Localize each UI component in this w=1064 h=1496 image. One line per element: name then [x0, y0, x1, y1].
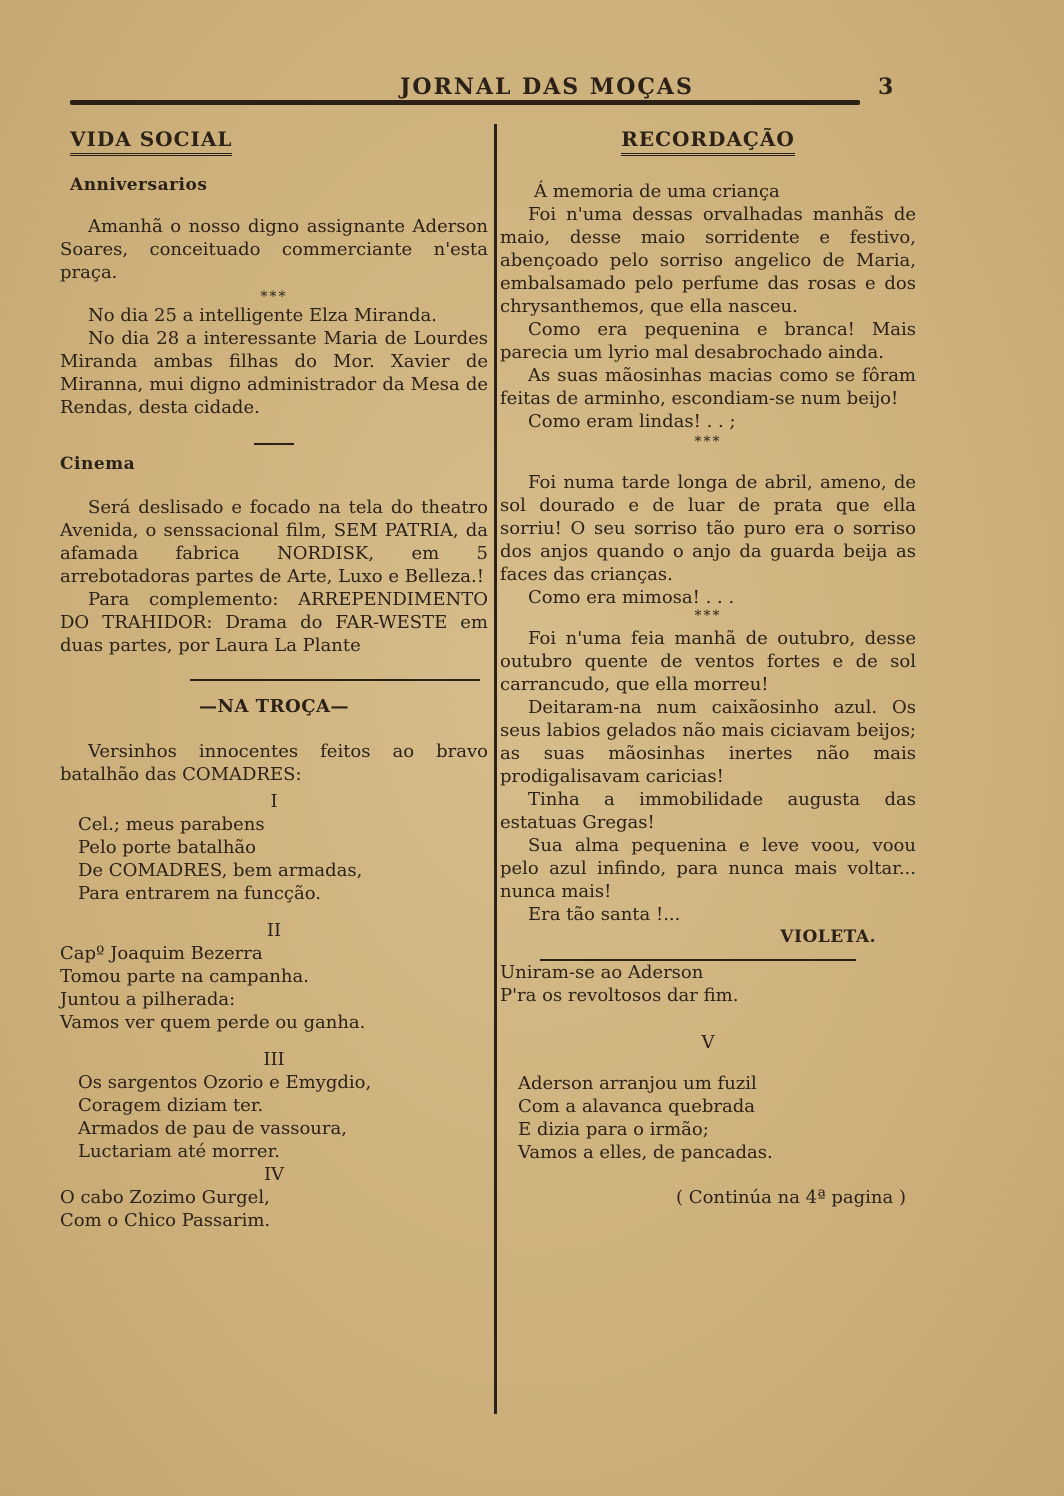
verse-line: Coragem diziam ter.	[78, 1095, 264, 1116]
verse-line: Uniram-se ao Aderson	[500, 962, 704, 983]
verse-line: Com o Chico Passarim.	[60, 1210, 271, 1231]
recordacao-title: RECORDAÇÃO	[621, 128, 795, 156]
verse-line: Armados de pau de vassoura,	[78, 1118, 347, 1139]
recordacao-paragraph-4: Como eram lindas! . . ;	[528, 411, 736, 432]
verse-line: P'ra os revoltosos dar fim.	[500, 985, 739, 1006]
recordacao-paragraph-9: Tinha a immobilidade augusta das estatuas Gregas!	[500, 789, 916, 833]
masthead-rule	[70, 100, 860, 105]
cinema-paragraph-1: Será deslisado e focado na tela do theatro Avenida, o senssacional film, SEM PATRIA, da afamada fabrica NORDISK, em 5 arrebotadoras partes de Arte, Luxo e Belleza.!	[60, 497, 488, 587]
verse-line: Tomou parte na campanha.	[60, 966, 309, 987]
separator-stars: ***	[260, 289, 288, 305]
cinema-paragraph-2: Para complemento: ARREPENDIMENTO DO TRAHIDOR: Drama do FAR-WESTE em duas partes, por Laura La Plante	[60, 589, 488, 656]
recordacao-paragraph-5: Foi numa tarde longa de abril, ameno, de sol dourado e de luar de prata que ella sorriu! O seu sorriso tão puro era o sorriso dos anjos quando o anjo da guarda beija as faces das crianças.	[500, 472, 916, 585]
masthead	[70, 74, 930, 104]
stanza-5	[500, 1031, 916, 1164]
recordacao-paragraph-6: Como era mimosa! . . .	[528, 587, 735, 608]
stanza-4	[60, 1163, 488, 1232]
recordacao-paragraph-1: Foi n'uma dessas orvalhadas manhãs de maio, desse maio sorridente e festivo, abençoado pelo sorriso angelico de Maria, embalsamado pelo perfume das rosas e dos chrysanthemos, que ella nasceu.	[500, 204, 916, 317]
verse-line: Para entrarem na funcção.	[78, 883, 321, 904]
stanza-number: V	[701, 1032, 715, 1053]
verse-line: De COMADRES, bem armadas,	[78, 860, 363, 881]
verse-line: Aderson arranjou um fuzil	[518, 1073, 757, 1094]
verse-line: Os sargentos Ozorio e Emygdio,	[78, 1072, 372, 1093]
verse-line: Cel.; meus parabens	[78, 814, 265, 835]
troca-heading: —NA TROÇA—	[198, 696, 349, 717]
recordacao-paragraph-3: As suas mãosinhas macias como se fôram feitas de arminho, escondiam-se num beijo!	[500, 365, 916, 409]
stanza-2	[60, 919, 488, 1034]
verse-line: Pelo porte batalhão	[78, 837, 256, 858]
short-divider	[254, 443, 294, 445]
continuation-note: ( Continúa na 4ª pagina )	[676, 1187, 906, 1208]
stanza-number: IV	[263, 1164, 285, 1185]
aniversarios-paragraph-1: Amanhã o nosso digno assignante Aderson Soares, conceituado commerciante n'esta praça.	[60, 216, 488, 283]
stanza-number: I	[270, 791, 278, 812]
separator-stars: ***	[694, 434, 722, 450]
recordacao-paragraph-11: Era tão santa !...	[528, 904, 681, 925]
stanza-number: III	[263, 1049, 285, 1070]
stanza-1	[60, 790, 488, 905]
verse-line: O cabo Zozimo Gurgel,	[60, 1187, 270, 1208]
aniversarios-heading: Anniversarios	[70, 175, 208, 195]
verse-line: Juntou a pilherada:	[60, 989, 236, 1010]
verse-line: Vamos ver quem perde ou ganha.	[60, 1012, 366, 1033]
cinema-heading: Cinema	[60, 454, 136, 474]
separator-stars: ***	[694, 608, 722, 624]
verse-line: Capº Joaquim Bezerra	[60, 943, 263, 964]
troca-rule	[190, 679, 480, 681]
dedication: Á memoria de uma criança	[534, 181, 780, 202]
recordacao-paragraph-10: Sua alma pequenina e leve voou, voou pelo azul infindo, para nunca mais voltar... nunca mais!	[500, 835, 916, 902]
verse-line: Luctariam até morrer.	[78, 1141, 280, 1162]
column-divider	[494, 124, 497, 1414]
verse-line: E dizia para o irmão;	[518, 1119, 709, 1140]
aniversarios-paragraph-2: No dia 25 a intelligente Elza Miranda.	[88, 305, 437, 326]
recordacao-paragraph-8: Deitaram-na num caixãosinho azul. Os seus labios gelados não mais ciciavam beijos; as suas mãosinhas inertes não mais prodigalisavam caricias!	[500, 697, 916, 787]
verse-line: Com a alavanca quebrada	[518, 1096, 755, 1117]
left-column	[60, 128, 488, 1232]
aniversarios-paragraph-3: No dia 28 a interessante Maria de Lourdes Miranda ambas filhas do Mor. Xavier de Miranna, mui digno administrador da Mesa de Rendas, desta cidade.	[60, 328, 488, 418]
masthead-title: JORNAL DAS MOÇAS	[400, 74, 694, 100]
stanza-number: II	[266, 920, 282, 941]
recordacao-paragraph-7: Foi n'uma feia manhã de outubro, desse outubro quente de ventos fortes e de sol carrancudo, que ella morreu!	[500, 628, 916, 695]
stanza-3	[60, 1048, 488, 1163]
vida-social-title: VIDA SOCIAL	[70, 128, 232, 156]
verse-line: Vamos a elles, de pancadas.	[518, 1142, 773, 1163]
right-column	[500, 128, 916, 1209]
troca-intro: Versinhos innocentes feitos ao bravo batalhão das COMADRES:	[60, 741, 488, 785]
signature: VIOLETA.	[780, 927, 876, 947]
page-number: 3	[878, 74, 894, 100]
recordacao-paragraph-2: Como era pequenina e branca! Mais parecia um lyrio mal desabrochado ainda.	[500, 319, 916, 363]
